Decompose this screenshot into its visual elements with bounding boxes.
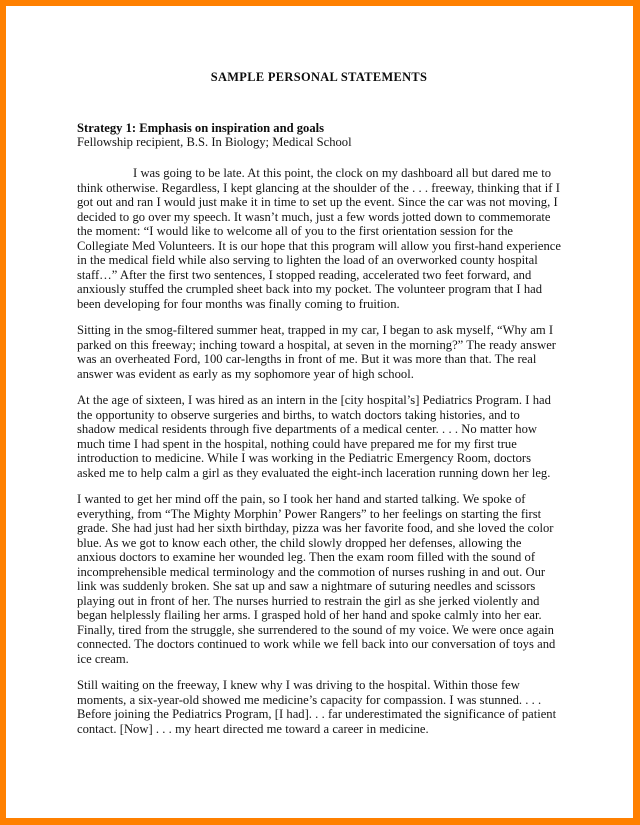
strategy-subtitle: Fellowship recipient, B.S. In Biology; Medical School bbox=[77, 135, 352, 150]
page-title: SAMPLE PERSONAL STATEMENTS bbox=[210, 70, 428, 84]
body-paragraph-5: Still waiting on the freeway, I knew why I was driving to the hospital. Within those few moments, a six-year-old showed me medicine’s capacity for compassion. I was stunned. . . . Before joining the Pediatrics Program, [I had]. . . far underestimated the significance of patient contact. [Now] . . . my heart directed me toward a career in medicine. bbox=[77, 678, 557, 736]
body-paragraph-2: Sitting in the smog-filtered summer heat, trapped in my car, I began to ask myself, “Why am I parked on this freeway; inching toward a hospital, at seven in the morning?” The ready answer was an overheated Ford, 100 car-lengths in front of me. But it was more than that. The real answer was evident as early as my sophomore year of high school. bbox=[77, 323, 556, 381]
body-paragraph-1: I was going to be late. At this point, the clock on my dashboard all but dared me to think otherwise. Regardless, I kept glancing at the shoulder of the . . . freeway, thinking that if I got out and ran I would just make it in time to set up the event. Since the car was not moving, I decided to go over my speech. It wasn’t much, just a few words jotted down to commemorate the moment: “I would like to welcome all of you to the first orientation session for the Collegiate Med Volunteers. It is our hope that this program will allow you first-hand experience in the medical field while also serving to lighten the load of an overworked county hospital staff…” After the first two sentences, I stopped reading, accelerated two feet forward, and anxiously stuffed the crumpled sheet back into my pocket. The volunteer program that I had been developing for four months was finally coming to fruition. bbox=[77, 166, 561, 311]
strategy-heading: Strategy 1: Emphasis on inspiration and goals bbox=[77, 120, 325, 135]
document-page bbox=[6, 6, 633, 818]
body-paragraph-4: I wanted to get her mind off the pain, so I took her hand and started talking. We spoke of everything, from “The Mighty Morphin’ Power Rangers” to her feelings on starting the first grade. She had just had her sixth birthday, pizza was her favorite food, and she loved the color blue. As we got to know each other, the child slowly dropped her defenses, allowing the anxious doctors to examine her wounded leg. Then the exam room filled with the sound of incomprehensible medical terminology and the commotion of nurses rushing in and out. Our link was suddenly broken. She sat up and saw a nightmare of suturing needles and scissors playing out in front of her. The nurses hurried to restrain the girl as she jerked violently and began helplessly flailing her arms. I grasped hold of her hand and spoke calmly into her ear. Finally, tired from the struggle, she surrendered to the sound of my voice. We were once again connected. The doctors continued to work while we fell back into our conversation of toys and ice cream. bbox=[77, 492, 556, 666]
body-paragraph-3: At the age of sixteen, I was hired as an intern in the [city hospital’s] Pediatrics Program. I had the opportunity to observe surgeries and births, to watch doctors taking histories, and to shadow medical residents through five departments of a medical center. . . . No matter how much time I had spent in the hospital, nothing could have prepared me for my first true introduction to medicine. While I was working in the Pediatric Emergency Room, doctors asked me to help calm a girl as they evaluated the eight-inch laceration running down her leg. bbox=[77, 393, 551, 480]
document-body bbox=[6, 6, 633, 736]
